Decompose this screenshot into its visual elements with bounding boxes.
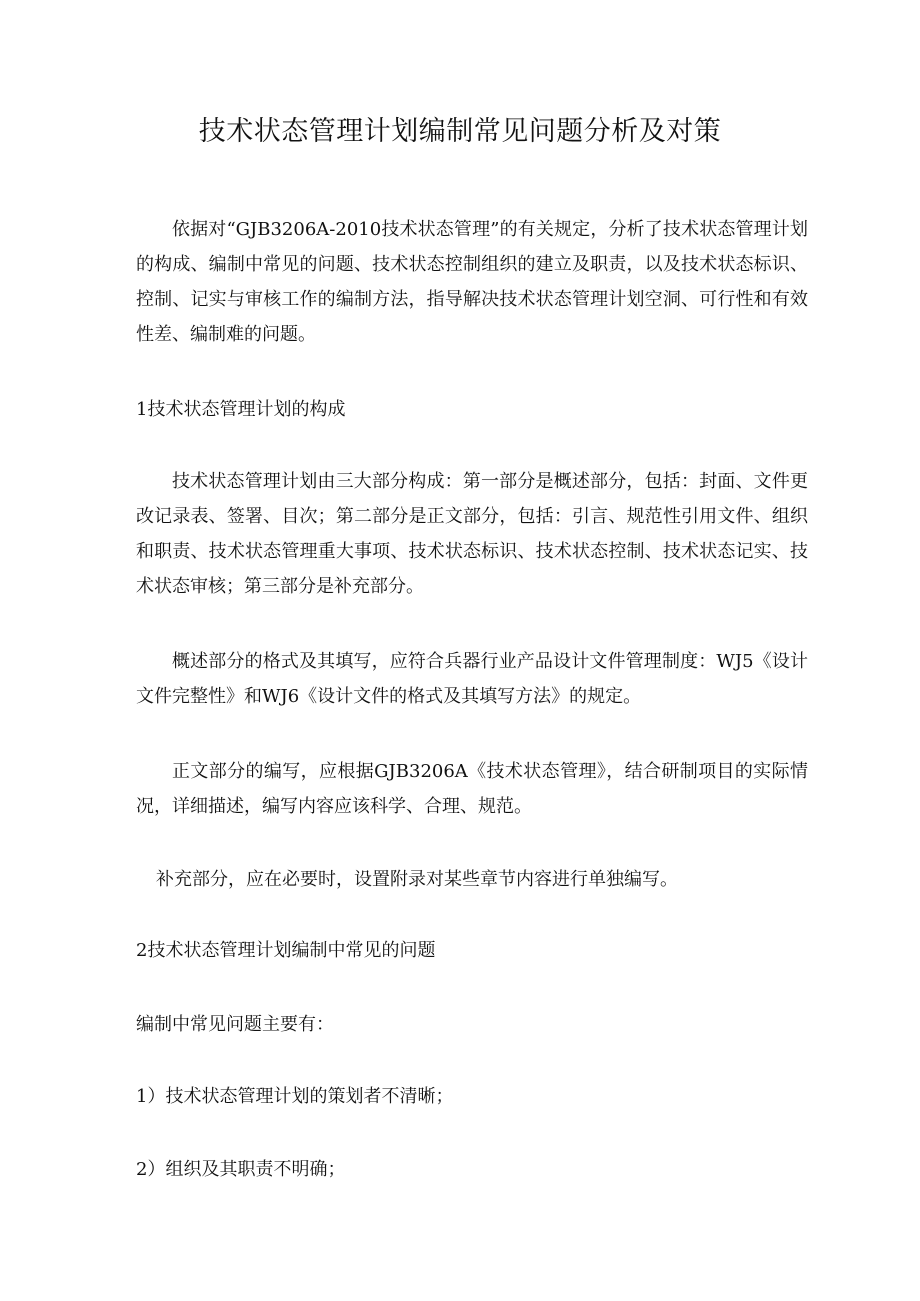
- section-1-paragraph-4: 补充部分，应在必要时，设置附录对某些章节内容进行单独编写。: [156, 869, 678, 890]
- section-2-heading: 2技术状态管理计划编制中常见的问题: [136, 940, 436, 961]
- document-title: 技术状态管理计划编制常见问题分析及对策: [198, 116, 722, 147]
- section-2-list-item-2: 2）组织及其职责不明确；: [136, 1159, 346, 1180]
- section-1-heading: 1技术状态管理计划的构成: [136, 399, 346, 420]
- section-1-paragraph-3: 正文部分的编写，应根据GJB3206A《技术状态管理》，结合研制项目的实际情况，详细描述，编写内容应该科学、合理、规范。: [136, 761, 808, 817]
- section-1-paragraph-1: 技术状态管理计划由三大部分构成：第一部分是概述部分，包括：封面、文件更改记录表、签署、目次；第二部分是正文部分，包括：引言、规范性引用文件、组织和职责、技术状态管理重大事项、技术状态标识、技术状态控制、技术状态记实、技术状态审核；第三部分是补充部分。: [136, 471, 808, 597]
- section-1-paragraph-2: 概述部分的格式及其填写，应符合兵器行业产品设计文件管理制度：WJ5《设计文件完整性》和WJ6《设计文件的格式及其填写方法》的规定。: [136, 651, 808, 707]
- section-2-list-item-1: 1）技术状态管理计划的策划者不清晰；: [136, 1086, 454, 1107]
- intro-paragraph: 依据对“GJB3206A-2010技术状态管理”的有关规定，分析了技术状态管理计划的构成、编制中常见的问题、技术状态控制组织的建立及职责，以及技术状态标识、控制、记实与审核工作的编制方法，指导解决技术状态管理计划空洞、可行性和有效性差、编制难的问题。: [136, 219, 808, 345]
- section-2-intro: 编制中常见问题主要有：: [136, 1014, 334, 1035]
